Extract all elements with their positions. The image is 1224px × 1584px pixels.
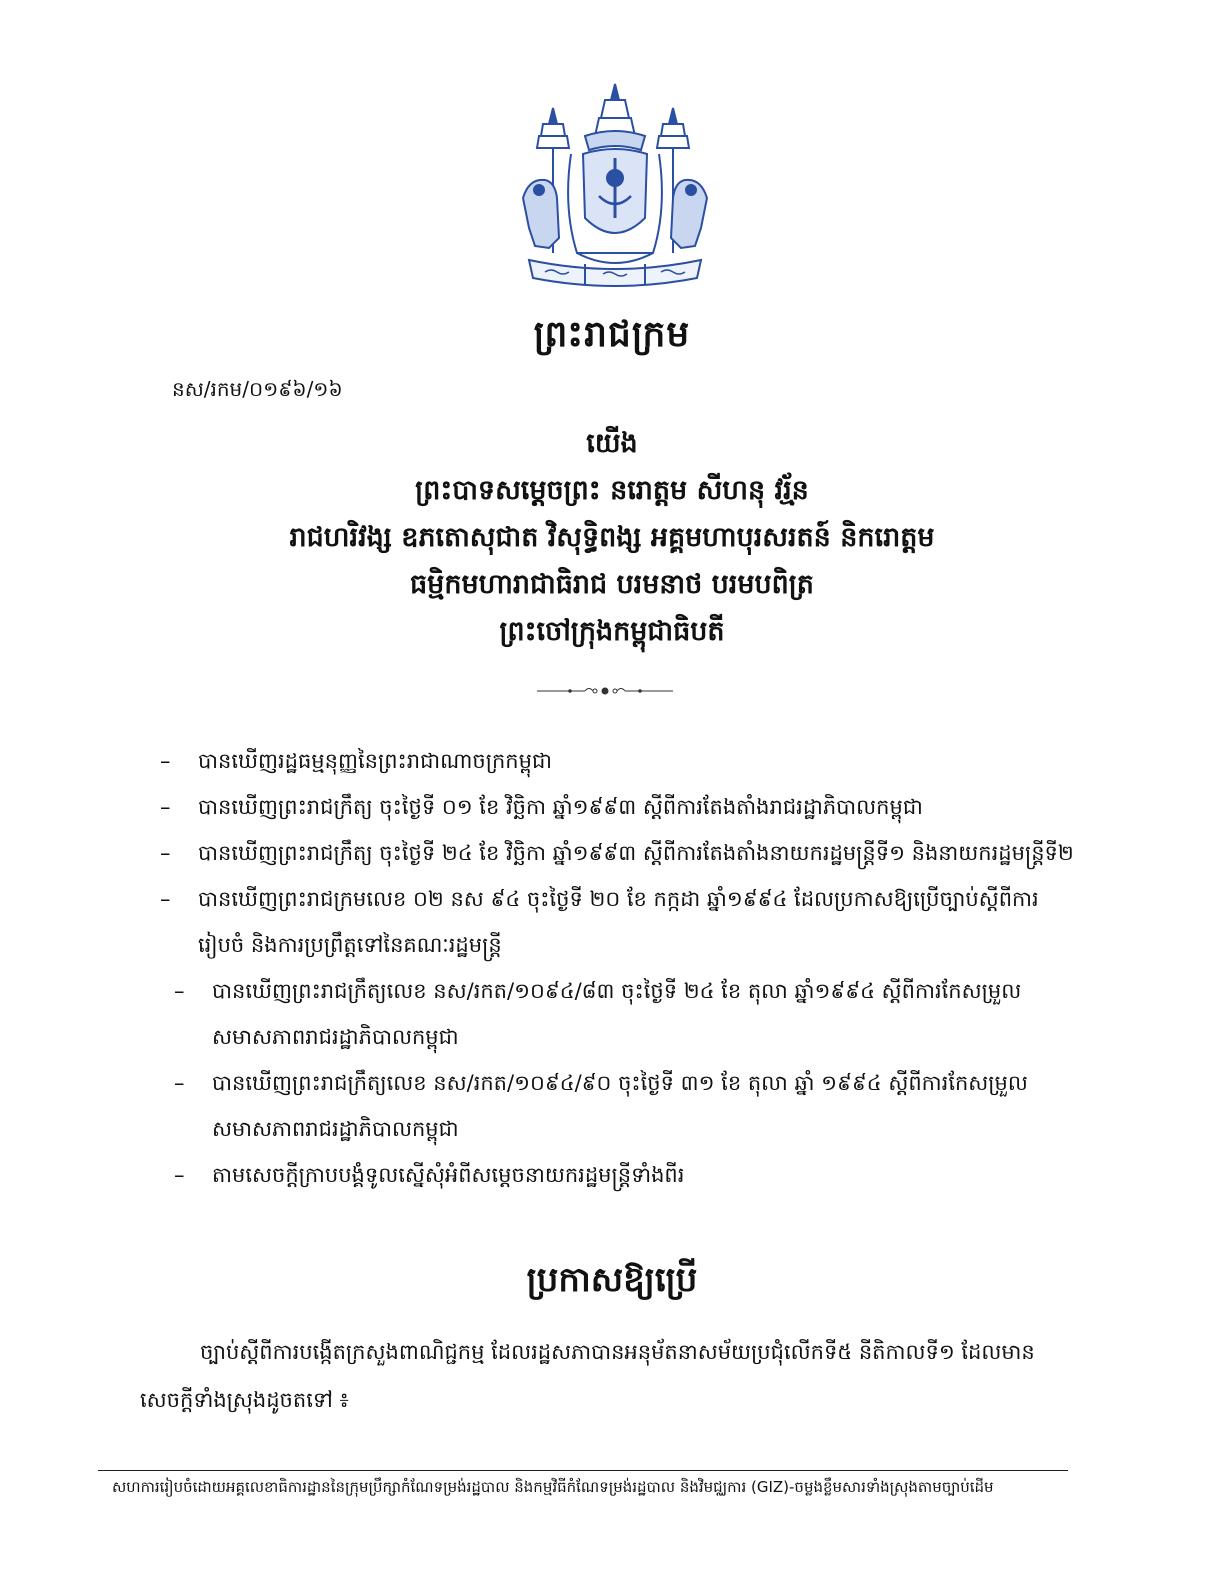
citations-list [160, 738, 1080, 1198]
citation-item [160, 876, 1080, 968]
citation-text: តាមសេចក្តីក្រាបបង្គំទូលស្នើសុំអំពីសម្តេចនាយករដ្ឋមន្ត្រីទាំងពីរ [212, 1163, 685, 1187]
promulgation-heading: ប្រកាសឱ្យប្រើ [526, 1260, 698, 1300]
citation-text: បានឃើញព្រះរាជក្រមលេខ ០២ នស ៩៤ ចុះថ្ងៃទី ២០ ខែ កក្កដា ឆ្នាំ១៩៩៤ ដែលប្រកាសឱ្យប្រើច្បាប់ស្តីពីការរៀបចំ និងការប្រព្រឹត្តទៅនៃគណៈរដ្ឋមន្ត្រី [198, 887, 1039, 957]
citation-item [160, 784, 1080, 830]
decree-title: ព្រះរាជក្រម [533, 313, 691, 355]
citation-text: បានឃើញព្រះរាជក្រឹត្យលេខ នស/រកត/១០៩៤/៩០ ចុះថ្ងៃទី ៣១ ខែ តុលា ឆ្នាំ ១៩៩៤ ស្តីពីការកែសម្រួលសមាសភាពរាជរដ្ឋាភិបាលកម្ពុជា [212, 1071, 1028, 1141]
footer-divider [98, 1470, 1068, 1471]
citation-item [160, 738, 1080, 784]
ornamental-divider-icon [535, 683, 675, 697]
dash-bullet: – [174, 979, 185, 1003]
citation-text: បានឃើញព្រះរាជក្រឹត្យ ចុះថ្ងៃទី ០១ ខែ វិច្ឆិកា ឆ្នាំ១៩៩៣ ស្តីពីការតែងតាំងរាជរដ្ឋាភិបាលកម្ពុជា [198, 795, 923, 819]
dash-bullet: – [160, 887, 171, 911]
monarch-line-5: ព្រះចៅក្រុងកម្ពុជាធិបតី [499, 616, 725, 647]
citation-item [174, 1060, 1080, 1152]
monarch-line-2: ព្រះបាទសម្តេចព្រះ នរោត្តម សីហនុ វរ្ម័ន [415, 475, 809, 506]
dash-bullet: – [160, 841, 171, 865]
monarch-title-block [0, 420, 1224, 655]
monarch-line-3: រាជហរិវង្ស ឧភតោសុជាត វិសុទ្ធិពង្ស អគ្គមហាបុរសរតន៍ និករោត្តម [289, 522, 935, 553]
dash-bullet: – [174, 1071, 185, 1095]
dash-bullet: – [174, 1163, 185, 1187]
citation-item [174, 968, 1080, 1060]
citation-text: បានឃើញរដ្ឋធម្មនុញ្ញនៃព្រះរាជាណាចក្រកម្ពុជា [198, 749, 552, 773]
citation-item [174, 1152, 1080, 1198]
citation-text: បានឃើញព្រះរាជក្រឹត្យលេខ នស/រកត/១០៩៤/៨៣ ចុះថ្ងៃទី ២៤ ខែ តុលា ឆ្នាំ១៩៩៤ ស្តីពីការកែសម្រួលសមាសភាពរាជរដ្ឋាភិបាលកម្ពុជា [212, 979, 1022, 1049]
monarch-line-4: ធម្មិកមហារាជាធិរាជ បរមនាថ បរមបពិត្រ [410, 569, 814, 600]
body-paragraph: ច្បាប់ស្តីពីការបង្កើតក្រសួងពាណិជ្ជកម្ម ដែលរដ្ឋសភាបានអនុម័តនាសម័យប្រជុំលើកទី៥ នីតិកាលទី១ ដែលមានសេចក្តីទាំងស្រុងដូចតទៅ ៖ [140, 1340, 1035, 1412]
monarch-line-1: យើង [586, 428, 638, 459]
dash-bullet: – [160, 795, 171, 819]
citation-item [160, 830, 1080, 876]
royal-coat-of-arms-icon [515, 78, 715, 293]
reference-number: នស/រកម/០១៩៦/១៦ [172, 377, 343, 401]
citation-text: បានឃើញព្រះរាជក្រឹត្យ ចុះថ្ងៃទី ២៤ ខែ វិច្ឆិកា ឆ្នាំ១៩៩៣ ស្តីពីការតែងតាំងនាយករដ្ឋមន្ត្រីទី១ និងនាយករដ្ឋមន្ត្រីទី២ [198, 841, 1074, 865]
dash-bullet: – [160, 749, 171, 773]
footer-note: សហការរៀបចំដោយអគ្គលេខាធិការដ្ឋាននៃក្រុមប្រឹក្សាកំណែទម្រង់រដ្ឋបាល និងកម្មវិធីកំណែទម្រង់រដ្ឋបាល និងវិមជ្ឈការ (GIZ)-ចម្លងខ្លឹមសារទាំងស្រុងតាមច្បាប់ដើម [112, 1478, 994, 1496]
